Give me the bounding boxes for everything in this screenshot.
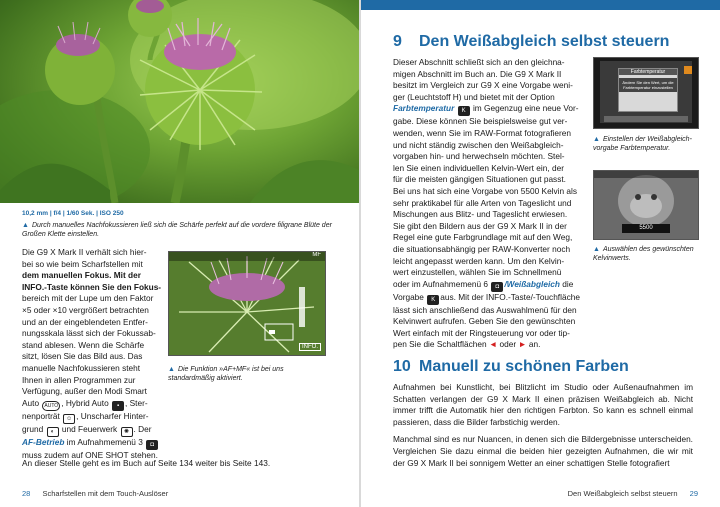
right-page — [361, 0, 720, 507]
kelvin-value: 5500 — [639, 225, 653, 231]
star-portrait-icon: ☺ — [63, 414, 75, 424]
left-body-line-af: AF-Betrieb im Aufnahmemenü 3 ◘ — [22, 437, 162, 450]
left-footer-title: Scharfstellen mit dem Touch-Auslöser — [42, 489, 169, 498]
left-body-line: dem manuellen Fokus. Mit der — [22, 270, 141, 281]
left-page — [0, 0, 359, 507]
arrow-right-icon: ► — [518, 339, 527, 350]
left-body-line: stand ablesen. Wenn die Schärfe — [22, 339, 145, 350]
hero-caption — [22, 221, 342, 239]
body-line: Bei uns hat sich eine Vorgabe von 5500 Kelvin als — [393, 185, 578, 196]
caption-triangle-icon: ▲ — [593, 246, 600, 253]
body-line: und nicht ständig zwischen den Weißabgleich- — [393, 139, 564, 150]
camera-screen-thumbnail — [168, 251, 326, 356]
body-line: Mischungen aus Blitz- und Tageslicht erwiesen. — [393, 209, 568, 220]
body-line: sehr praktikabel für alle Arten von Tageslicht und — [393, 197, 572, 208]
section-9-heading — [393, 33, 669, 51]
blur-background-icon: ◐ — [47, 427, 59, 437]
wb-caption-1 — [593, 135, 703, 153]
auto-mode-icon: AUTO — [44, 402, 59, 409]
section-10-body — [393, 382, 693, 469]
wb-caption-2-text: Auswählen des gewünschten Kelvinwerts. — [593, 246, 694, 262]
caption-triangle-icon: ▲ — [593, 136, 600, 143]
wb-dialog — [618, 68, 678, 112]
left-body-line-portrait: nenporträt ☺ , Unscharfer Hinter- — [22, 410, 149, 422]
af-betrieb-link: AF-Betrieb — [22, 436, 65, 447]
caption-triangle-icon: ▲ — [168, 366, 175, 373]
section-10-heading — [393, 358, 629, 376]
section-10-title: Manuell zu schönen Farben — [419, 358, 629, 375]
right-footer-title: Den Weißabgleich selbst steuern — [567, 489, 678, 498]
wb-caption-1-text: Einstellen der Weißabgleich-vorgabe Farbtemperatur. — [593, 136, 692, 152]
wb-dialog-subtitle: Ändern Sie den Wert, um die Farbtemperatur einzustellen — [619, 78, 677, 92]
section-10-paragraph-2: Manchmal sind es nur Nuancen, in denen sich die Bildergebnisse unterscheiden. Vergleichen Sie dazu einmal die beiden hier gezeigten Aufnahmen, die wir mit der G9 X Mark II bei sonnigem Wetter an einer schattigen Stelle fotografiert — [393, 434, 693, 468]
firework-icon: ✺ — [121, 427, 133, 437]
body-line: len Sie einen individuellen Kelvin-Wert ein, der — [393, 162, 564, 173]
section-10-paragraph-1: Aufnahmen bei Kunstlicht, bei Blitzlicht im Studio oder Außenaufnahmen im Schatten verlangen der G9 X Mark II einen präzisen Weißabgleich ab. Nicht immer trifft die Automatik hier den richtigen Farbton. So kann es schnell einmal passieren, dass die Bilder farbstichig werden. — [393, 382, 693, 427]
exif-info: 10,2 mm | f/4 | 1/60 Sek. | ISO 250 — [22, 210, 124, 217]
body-line: besitzt im Vergleich zur G9 X eine Vorgabe weni- — [393, 80, 573, 91]
wb-bottom-bar — [604, 116, 688, 122]
section-9-title: Den Weißabgleich selbst steuern — [419, 33, 670, 50]
body-line-farbtemp: Farbtemperatur K im Gegenzug eine neue Vor- — [393, 103, 579, 115]
left-body-line: Verfügung, außer den Modi Smart — [22, 386, 147, 397]
hero-photo-burdock — [0, 0, 359, 203]
left-body-line: und an der eingeblendeten Entfer- — [22, 316, 148, 327]
wb-menu-screenshot — [593, 57, 699, 129]
left-body-line-firework: grund ◐ und Feuerwerk ✺ . Der — [22, 423, 152, 435]
camera-menu-icon: ◘ — [491, 282, 503, 292]
body-line: die situationsabhängig per RAW-Konverter noch — [393, 243, 571, 254]
left-body-line: nungsskala lässt sich der Fokussab- — [22, 328, 156, 339]
k-icon: K — [427, 295, 439, 305]
mf-label: MF — [312, 252, 321, 258]
body-line: Kelvinwert aufrufen. Geben Sie den gewünschten — [393, 316, 576, 327]
body-line: lässt sich anschließend das Auswahlmenü für den — [393, 304, 577, 315]
top-blue-band — [361, 0, 720, 10]
thumb-caption-text: Die Funktion »AF+MF« ist bei uns standardmäßig aktiviert. — [168, 366, 284, 382]
weissabgleich-link: /Weißabgleich — [504, 278, 560, 289]
k-icon: K — [458, 106, 470, 116]
body-line: für die meisten gängigen Situationen gut passt. — [393, 174, 566, 185]
left-body-line-auto: Auto AUTO , Hybrid Auto ▪ , Ster- — [22, 397, 148, 409]
left-body-line: manuelle Nachfokussieren steht — [22, 362, 141, 373]
body-line: wert einzustellen, wählen Sie im Schnellmenü — [393, 267, 562, 278]
left-body-line: muss zudem auf ONE SHOT stehen. — [22, 449, 158, 460]
focus-magnified-flower — [169, 252, 325, 355]
body-line: migen Abschnitt im Buch an. Die G9 X Mark II — [393, 68, 562, 79]
right-footer — [568, 489, 708, 498]
body-line: wenden, wenn Sie im RAW-Format fotografieren — [393, 127, 571, 138]
body-line-menu: oder im Aufnahmemenü 6 ◘ /Weißabgleich die — [393, 278, 574, 290]
arrow-left-icon: ◄ — [488, 339, 498, 350]
closing-line: An dieser Stelle geht es im Buch auf Seite 134 weiter bis Seite 143. — [22, 458, 271, 468]
left-body-line: bei so wie beim Scharfstellen mit — [22, 258, 143, 269]
kelvin-screenshot — [593, 170, 699, 240]
left-body-text — [22, 247, 162, 461]
body-line: ger (Leuchtstoff H) und bietet mit der Option — [393, 91, 555, 102]
body-line: Regel eine gute Farbgrundlage mit auf den Weg, — [393, 232, 573, 243]
caption-triangle-icon: ▲ — [22, 222, 29, 229]
section-10-number: 10 — [393, 358, 411, 375]
body-line-last: pen Sie die Schaltflächen ◄ oder ► an. — [393, 339, 541, 350]
body-line: Dieser Abschnitt schließt sich an den gleichna- — [393, 57, 565, 67]
right-page-number: 29 — [689, 489, 698, 498]
section-9-body — [393, 57, 588, 351]
wb-dialog-title: Farbtemperatur — [619, 69, 677, 75]
section-9-number: 9 — [393, 33, 402, 50]
left-body-line: bereich mit der Lupe um den Faktor — [22, 293, 154, 304]
left-body-line: sitzt, lösen Sie das Bild aus. Das — [22, 351, 143, 362]
burdock-illustration — [0, 0, 359, 203]
body-line-vorgabe: Vorgabe K aus. Mit der INFO.-Taste/-Touchfläche — [393, 291, 580, 303]
left-body-line: Ihnen in allen Programmen zur — [22, 374, 136, 385]
body-line: Wert einfach mit der Ringsteuerung vor oder tip- — [393, 327, 570, 338]
body-line: Sie gibt den Bildern aus der G9 X Mark II in der — [393, 220, 567, 231]
left-body-line: ×5 oder ×10 vergrößert betrachten — [22, 304, 149, 315]
left-body-line: INFO.-Taste können Sie den Fokus- — [22, 281, 162, 292]
info-label: INFO. — [299, 343, 321, 351]
hybrid-auto-icon: ▪ — [112, 401, 124, 411]
body-line: gabe. Diese können Sie beispielsweise gut ver- — [393, 116, 568, 127]
left-page-number: 28 — [22, 489, 31, 498]
body-line: leicht angepasst werden kann. Um den Kelvin- — [393, 255, 565, 266]
kelvin-value-box — [622, 224, 670, 233]
thumb-caption — [168, 365, 328, 383]
hero-caption-text: Durch manuelles Nachfokussieren ließ sich die Schärfe perfekt auf die vordere filigrane Blüte der Großen Klette einstellen. — [22, 222, 332, 238]
wb-selected-icon — [684, 66, 692, 74]
left-footer — [12, 489, 168, 498]
farbtemperatur-link: Farbtemperatur — [393, 103, 455, 114]
body-line: vorgaben hin- und herwechseln möchten. Stel- — [393, 151, 565, 162]
camera-menu-icon: ◘ — [146, 440, 158, 450]
wb-caption-2 — [593, 245, 703, 263]
left-body-line: Die G9 X Mark II verhält sich hier- — [22, 247, 147, 257]
